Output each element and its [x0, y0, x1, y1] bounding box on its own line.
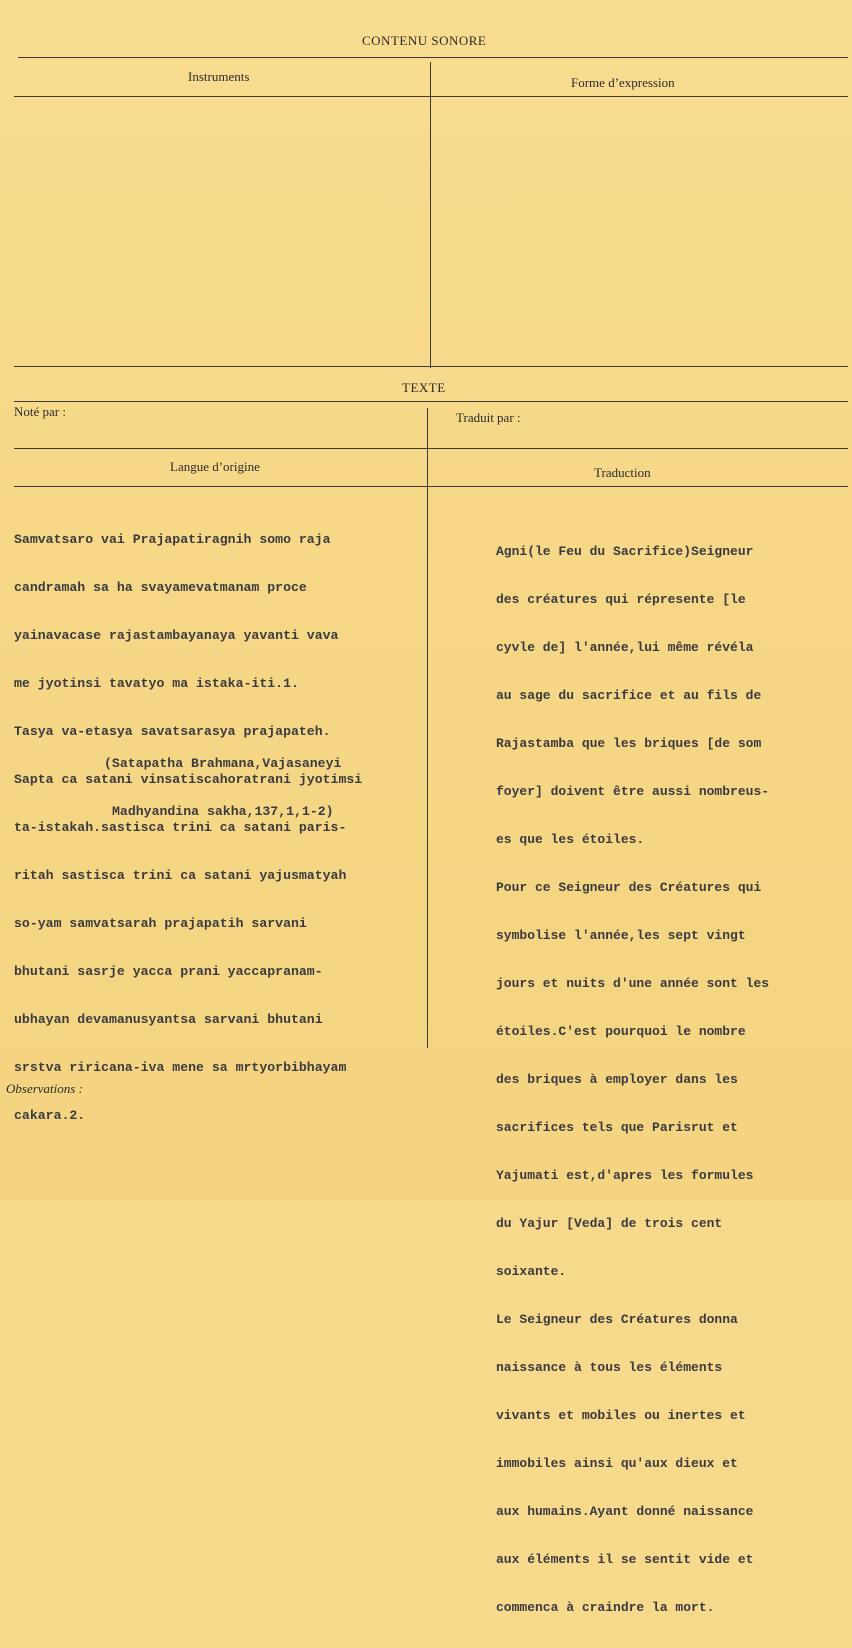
text-line: Pour ce Seigneur des Créatures qui: [496, 880, 762, 895]
text-line: sacrifices tels que Parisrut et: [496, 1120, 738, 1135]
column-header-expression: Forme d’expression: [571, 75, 675, 90]
text-line: yainavacase rajastambayanaya yavanti vava: [14, 628, 339, 643]
text-line: aux humains.Ayant donné naissance: [496, 1504, 754, 1519]
column-header-instruments: Instruments: [188, 69, 250, 84]
text-line: ritah sastisca trini ca satani yajusmatyah: [14, 868, 347, 883]
text-line: so-yam samvatsarah prajapatih sarvani: [14, 916, 307, 931]
text-line: foyer] doivent être aussi nombreus-: [496, 784, 770, 799]
text-line: Samvatsaro vai Prajapatiragnih somo raja: [14, 532, 331, 547]
translation-text: [496, 512, 769, 1648]
text-line: Sapta ca satani vinsatiscahoratrani jyotimsi: [14, 772, 363, 787]
text-line: commenca à craindre la mort.: [496, 1600, 715, 1615]
text-line: srstva riricana-iva mene sa mrtyorbibhayam: [14, 1060, 347, 1075]
translated-by-label: Traduit par :: [456, 410, 521, 425]
text-line: ubhayan devamanusyantsa sarvani bhutani: [14, 1012, 323, 1027]
column-header-translation: Traduction: [594, 465, 651, 480]
divider: [14, 448, 848, 449]
text-line: Yajumati est,d'apres les formules: [496, 1168, 754, 1183]
divider: [18, 57, 848, 58]
divider: [14, 366, 848, 367]
text-line: Agni(le Feu du Sacrifice)Seigneur: [496, 544, 754, 559]
text-line: bhutani sasrje yacca prani yaccapranam-: [14, 964, 323, 979]
text-line: symbolise l'année,les sept vingt: [496, 928, 746, 943]
text-line: soixante.: [496, 1264, 567, 1279]
text-line: Le Seigneur des Créatures donna: [496, 1312, 738, 1327]
text-line: es que les étoiles.: [496, 832, 645, 847]
text-line: cyvle de] l'année,lui même révéla: [496, 640, 754, 655]
text-line: des briques à employer dans les: [496, 1072, 738, 1087]
text-line: du Yajur [Veda] de trois cent: [496, 1216, 723, 1231]
text-line: ta-istakah.sastisca trini ca satani paris-: [14, 820, 347, 835]
section-title-text: TEXTE: [402, 380, 446, 395]
text-line: des créatures qui répresente [le: [496, 592, 746, 607]
column-header-origin: Langue d’origine: [170, 459, 260, 474]
column-divider: [430, 62, 431, 368]
divider: [14, 96, 848, 97]
text-line: candramah sa ha svayamevatmanam proce: [14, 580, 307, 595]
citation-line: Madhyandina sakha,137,1,1-2): [112, 804, 334, 819]
text-line: aux éléments il se sentit vide et: [496, 1552, 754, 1567]
text-line: vivants et mobiles ou inertes et: [496, 1408, 746, 1423]
text-line: jours et nuits d'une année sont les: [496, 976, 770, 991]
text-line: cakara.2.: [14, 1108, 86, 1123]
citation: [104, 724, 341, 852]
text-line: étoiles.C'est pourquoi le nombre: [496, 1024, 746, 1039]
text-line: naissance à tous les éléments: [496, 1360, 723, 1375]
text-line: Tasya va-etasya savatsarasya prajapateh.: [14, 724, 331, 739]
divider: [14, 486, 848, 487]
noted-by-label: Noté par :: [14, 404, 66, 419]
text-line: Rajastamba que les briques [de som: [496, 736, 762, 751]
text-line: me jyotinsi tavatyo ma istaka-iti.1.: [14, 676, 299, 691]
text-line: au sage du sacrifice et au fils de: [496, 688, 762, 703]
observations-label: Observations :: [6, 1081, 83, 1096]
section-title-sound: CONTENU SONORE: [362, 33, 487, 48]
citation-line: (Satapatha Brahmana,Vajasaneyi: [104, 756, 342, 771]
column-divider: [427, 408, 428, 1048]
text-line: immobiles ainsi qu'aux dieux et: [496, 1456, 738, 1471]
divider: [14, 401, 848, 402]
